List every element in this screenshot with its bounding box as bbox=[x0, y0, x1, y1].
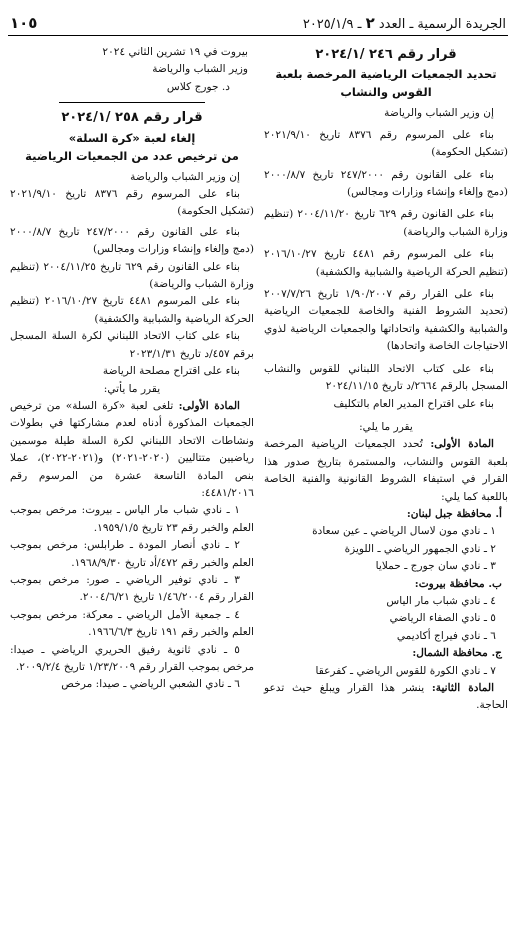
decides-line: يقرر ما يلي: bbox=[359, 420, 413, 433]
preamble-item: بناء على اقتراح مصلحة الرياضة bbox=[102, 365, 240, 378]
club-item: ٥ ـ نادي الصفاء الرياضي bbox=[389, 612, 496, 625]
association-item: ٤ ـ جمعية الأمل الرياضي ـ معركة: مرخص بموجب العلم والخبر رقم ١٩١ تاريخ ١٩٦٦/٦/٣. bbox=[10, 608, 254, 639]
preamble-item: بناء على المرسوم ٤٤٨١ تاريخ ٢٠١٦/١٠/٢٧ (تنظيم الحركة الرياضية والشبابية والكشفية) bbox=[10, 295, 254, 325]
page-header bbox=[8, 6, 508, 36]
preamble-item: بناء على القرار رقم ١/٩٠/٢٠٠٧ تاريخ ٢٠٠٧/٧/٢٦ (تحديد الشروط الفنية والخاصة للجمعيات الرياضية والشبابية والكشفية واتحاداتها والجمعيات الرياضية لذوي الاحتياجات الخاصة واتحادها) bbox=[264, 288, 508, 353]
preamble-item: بناء على المرسوم رقم ٨٣٧٦ تاريخ ٢٠٢١/٩/١٠ (تشكيل الحكومة) bbox=[10, 188, 254, 218]
decision-246-minister: إن وزير الشباب والرياضة bbox=[384, 107, 494, 120]
issue-number: ٢ bbox=[365, 14, 375, 32]
preamble-item: بناء على كتاب الاتحاد اللبناني للقوس والنشاب المسجل بالرقم ٢٦٦٤/د تاريخ ٢٠٢٤/١١/١٥ bbox=[264, 362, 508, 393]
right-column bbox=[264, 44, 508, 715]
club-item: ٣ ـ نادي سان جورج ـ حملايا bbox=[375, 560, 496, 573]
section-divider bbox=[59, 102, 205, 103]
region-heading: ب. محافظة بيروت: bbox=[414, 577, 502, 590]
decision-258-subject-1: إلغاء لعبة «كرة السلة» bbox=[68, 130, 196, 145]
article-2-label: المادة الثانية: bbox=[431, 682, 495, 694]
issue-date: ـ ٢٠٢٥/١/٩ bbox=[302, 17, 362, 32]
signature-place-date: بيروت في ١٩ تشرين الثاني ٢٠٢٤ bbox=[102, 46, 248, 58]
club-item: ٧ ـ نادي الكورة للقوس الرياضي ـ كفرعقا bbox=[315, 664, 496, 677]
preamble-item: بناء على القانون رقم ٢٤٧/٢٠٠٠ تاريخ ٢٠٠٠/٨/٧ (دمج وإلغاء وإنشاء وزارات ومجالس) bbox=[264, 168, 508, 199]
preamble-item: بناء على القانون رقم ٦٢٩ تاريخ ٢٠٠٤/١١/٢٥ (تنظيم وزارة الشباب والرياضة) bbox=[10, 260, 254, 291]
association-item: ٥ ـ نادي ثانوية رفيق الحريري الرياضي ـ صيدا: مرخص بموجب القرار رقم ١/٢٣/٢٠٠٩ تاريخ ٢٠٠٩/٢/٤. bbox=[10, 643, 254, 673]
signature-title: وزير الشباب والرياضة bbox=[152, 63, 248, 76]
association-item: ٢ ـ نادي أنصار المودة ـ طرابلس: مرخص بموجب العلم والخبر رقم ٤٧٢/أد تاريخ ١٩٦٨/٩/٣٠. bbox=[10, 539, 254, 569]
preamble-item: بناء على المرسوم رقم ٨٣٧٦ تاريخ ٢٠٢١/٩/١٠ (تشكيل الحكومة) bbox=[264, 128, 508, 159]
two-column-body bbox=[8, 44, 508, 715]
decision-246-title: قرار رقم ٢٤٦ /٢٠٢٤/١ bbox=[315, 47, 457, 62]
club-item: ٢ ـ نادي الجمهور الرياضي ـ اللويزة bbox=[344, 542, 496, 555]
article-2-text: ينشر هذا القرار ويبلغ حيث تدعو الحاجة. bbox=[264, 682, 508, 712]
association-item: ٣ ـ نادي توفير الرياضي ـ صور: مرخص بموجب القرار رقم ١/٤٦/٢٠٠٤ تاريخ ٢٠٠٤/٦/٢١. bbox=[10, 573, 254, 604]
article-1-text: تُحدد الجمعيات الرياضية المرخصة بلعبة القوس والنشاب، والمستمرة بتاريخ صدور هذا القرار في استيفاء الشروط القانونية والفنية الخاصة باللعبة كما يلي: bbox=[264, 438, 508, 503]
preamble-item: بناء على اقتراح المدير العام بالتكليف bbox=[333, 397, 494, 410]
gazette-name: الجريدة الرسمية ـ العدد bbox=[378, 17, 506, 32]
region-heading: أ. محافظة جبل لبنان: bbox=[406, 507, 502, 520]
left-column bbox=[10, 44, 254, 715]
article-1-text: تلغى لعبة «كرة السلة» من ترخيص الجمعيات المذكورة أدناه لعدم مشاركتها في بطولات ونشاطات الاتحاد اللبناني لكرة السلة طيلة موسمين رياضيين متتاليين (٢٠٢٠-٢٠٢١) و(٢٠٢١-٢٠٢٢)، عملا بنص المادة التاسعة عشرة من المرسوم رقم ٤٤٨١/٢٠١٦: bbox=[10, 399, 255, 499]
signature-name: د. جورج كلاس bbox=[166, 80, 230, 93]
decision-258-title: قرار رقم ٢٥٨ /٢٠٢٤/١ bbox=[61, 110, 203, 126]
article-2 bbox=[264, 680, 508, 715]
preamble-item: بناء على المرسوم رقم ٤٤٨١ تاريخ ٢٠١٦/١٠/٢٧ (تنظيم الحركة الرياضية والشبابية والكشفية) bbox=[264, 248, 508, 278]
preamble-item: بناء على القانون رقم ٦٢٩ تاريخ ٢٠٠٤/١١/٢٠ (تنظيم وزارة الشباب والرياضة) bbox=[264, 208, 508, 238]
article-1 bbox=[10, 398, 254, 502]
decision-258-subject-2: من ترخيص عدد من الجمعيات الرياضية bbox=[25, 148, 239, 163]
decision-246-subject: تحديد الجمعيات الرياضية المرخصة بلعبة القوس والنشاب bbox=[275, 67, 497, 100]
preamble-item: بناء على كتاب الاتحاد اللبناني لكرة السلة المسجل برقم ٤٥٧/د تاريخ ٢٠٢٣/١/٣١ bbox=[10, 330, 254, 360]
article-1-label: المادة الأولى: bbox=[178, 399, 240, 412]
club-item: ١ ـ نادي مون لاسال الرياضي ـ عين سعادة bbox=[312, 525, 496, 538]
decision-258-minister: إن وزير الشباب والرياضة bbox=[130, 170, 240, 183]
article-1 bbox=[264, 436, 508, 506]
association-item: ٦ ـ نادي الشعبي الرياضي ـ صيدا: مرخص bbox=[61, 678, 240, 691]
club-item: ٦ ـ نادي فيراج أكاديمي bbox=[396, 629, 496, 642]
page-number: ١٠٥ bbox=[10, 14, 38, 32]
article-1-label: المادة الأولى: bbox=[430, 438, 494, 451]
region-heading: ج. محافظة الشمال: bbox=[412, 647, 502, 660]
gazette-header-title bbox=[303, 14, 506, 32]
preamble-item: بناء على القانون رقم ٢٤٧/٢٠٠٠ تاريخ ٢٠٠٠/٨/٧ (دمج وإلغاء وإنشاء وزارات ومجالس) bbox=[10, 225, 254, 256]
decides-line: يقرر ما يأتي: bbox=[103, 382, 161, 395]
club-item: ٤ ـ نادي شباب مار الياس bbox=[386, 594, 496, 607]
association-item: ١ ـ نادي شباب مار الياس ـ بيروت: مرخص بموجب العلم والخبر رقم ٢٣ تاريخ ١٩٥٩/١/٥. bbox=[10, 504, 254, 534]
